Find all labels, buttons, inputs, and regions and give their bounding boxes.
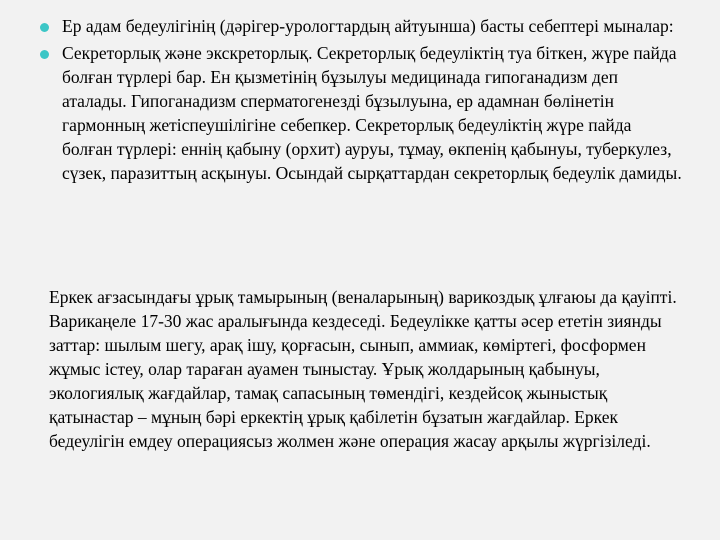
bullet-dot-icon	[40, 50, 49, 59]
bullet-text: Секреторлық және экскреторлық. Секреторлық бедеуліктің туа біткен, жүре пайда болған түрлері бар. Ен қызметінің бұзылуы медицинада гипоганадизм деп аталады. Гипоганадизм сперматогенезді бұзылуына, ер адамнан бөлінетін гармонның жетіспеушілігіне себепкер. Секреторлық бедеуліктің жүре пайда болған түрлері: еннің қабыну (орхит) ауруы, тұмау, өкпенің қабынуы, туберкулез, сүзек, паразиттың асқынуы. Осындай сырқаттардан секреторлық бедеулік дамиды.	[62, 43, 682, 183]
body-paragraph: Еркек ағзасындағы ұрық тамырының (веналарының) варикоздық ұлғаюы да қауіпті. Варикаңеле 17-30 жас аралығында кездеседі. Бедеулікке қатты әсер ететін зиянды заттар: шылым шегу, арақ ішу, қорғасын, сынып, аммиак, көміртегі, фосформен жұмыс істеу, олар тараған ауамен тыныстау. Ұрық жолдарының қабынуы, экологиялық жағдайлар, тамақ сапасының төмендігі, кездейсоқ жыныстық қатынастар – мұның бәрі еркектің ұрық қабілетін бұзатын жағдайлар. Еркек бедеулігін емдеу операциясыз жолмен және операция жасау арқылы жүргізіледі.	[49, 287, 677, 451]
bullet-item-secretory	[36, 41, 686, 185]
bullet-text: Ер адам бедеулігінің (дәрігер-урологтардың айтуынша) басты себептері мыналар:	[62, 16, 674, 36]
bullet-list	[36, 14, 686, 188]
bullet-dot-icon	[40, 23, 49, 32]
bullet-item-causes	[36, 14, 686, 38]
